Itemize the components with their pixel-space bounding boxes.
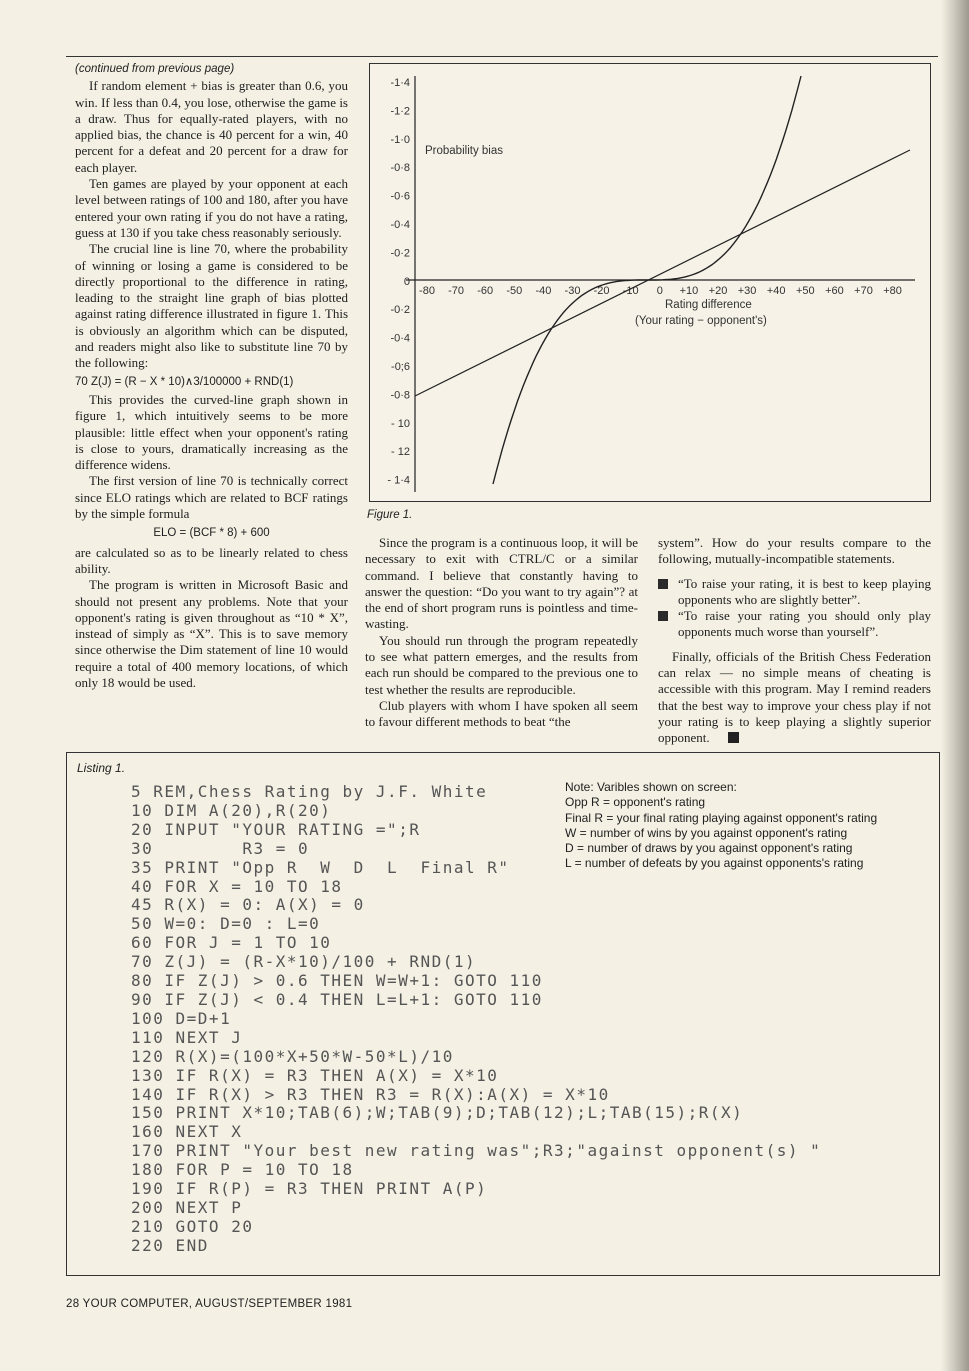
code-line: 50 W=0: D=0 : L=0 (131, 914, 321, 934)
code-line: 160 NEXT X (131, 1122, 243, 1142)
y-tick-label: -0·8 (390, 162, 410, 175)
square-bullet-icon (658, 611, 668, 621)
left-column (75, 61, 348, 691)
code-line: 60 FOR J = 1 TO 10 (131, 933, 332, 953)
note-line: D = number of draws by you against opponent's rating (565, 841, 853, 856)
bias-label: Probability bias (425, 145, 503, 157)
code-line: 210 GOTO 20 (131, 1216, 254, 1236)
code-line: 80 IF Z(J) > 0.6 THEN W=W+1: GOTO 110 (131, 971, 543, 991)
y-tick-label: - 12 (391, 446, 410, 459)
x-tick-label: +40 (766, 285, 786, 297)
code-line: 110 NEXT J (131, 1027, 243, 1047)
figure-caption: Figure 1. (367, 509, 413, 521)
continued-note: (continued from previous page) (75, 63, 235, 75)
x-tick-label: -50 (506, 285, 523, 297)
code-line: 30 R3 = 0 (131, 838, 310, 858)
x-tick-label: -20 (593, 285, 610, 297)
formula-line: 70 Z(J) = (R − X * 10)∧3/100000 + RND(1) (75, 375, 294, 388)
axis-subtitle: (Your rating − opponent's) (635, 315, 767, 327)
y-tick-label: - 10 (391, 417, 410, 430)
bullet-item: “To raise your rating you should only play opponents much worse than yourself”. (658, 608, 931, 641)
x-tick-label: +20 (708, 285, 728, 297)
code-line: 130 IF R(X) = R3 THEN A(X) = X*10 (131, 1065, 499, 1085)
paragraph: The first version of line 70 is technically correct since ELO ratings which are related to BCF ratings by the simple formula (75, 473, 348, 522)
code-line: 5 REM,Chess Rating by J.F. White (131, 782, 488, 801)
paragraph: This provides the curved-line graph shown in figure 1, which intuitively seems to be more plausible: little effect when your opponent's rating is close to yours, dramatically increasing as the difference widens. (75, 391, 348, 473)
y-tick-label: -0·8 (390, 389, 410, 402)
y-tick-label: -0·4 (390, 219, 410, 231)
end-mark-icon (728, 732, 739, 743)
note-line: Note: Varibles shown on screen: (565, 780, 737, 794)
x-tick-label: +50 (795, 285, 815, 297)
code-line: 20 INPUT "YOUR RATING =";R (131, 819, 421, 839)
paragraph: Club players with whom I have spoken all seem to favour different methods to beat “the (365, 697, 638, 730)
paragraph: The crucial line is line 70, where the probability of winning or losing a game is considered to be directly proportional to the difference in rating, leading to the straight line graph of bias plotted against rating difference illustrated in figure 1. This is obviously an algorithm which can be disputed, and readers might also like to substitute line 70 by the following: (75, 241, 348, 371)
x-tick-label: -30 (564, 285, 581, 297)
x-tick-label: -40 (535, 285, 552, 297)
x-tick-label: +10 (679, 285, 699, 297)
square-bullet-icon (658, 579, 668, 589)
paragraph: If random element + bias is greater than 0.6, you win. If less than 0.4, you lose, otherwise the game is a draw. Thus for equally-rated players, with no applied bias, the chance is 40 percent for a win, 40 percent for a defeat and 20 percent for a draw for each player. (75, 78, 348, 175)
x-tick-label: +60 (825, 285, 844, 297)
paragraph: Ten games are played by your opponent at each level between ratings of 100 and 180, after you have entered your own rating if you do not have a rating, guess at 130 if you take chess reasonably seriously. (75, 176, 348, 240)
code-line: 170 PRINT "Your best new rating was";R3;"against opponent(s) " (131, 1141, 822, 1161)
code-line: 200 NEXT P (131, 1197, 243, 1217)
note-line: W = number of wins by you against opponent's rating (565, 825, 848, 840)
code-line: 150 PRINT X*10;TAB(6);W;TAB(9);D;TAB(12);L;TAB(15);R(X) (131, 1103, 744, 1123)
variable-notes (565, 780, 877, 872)
code-line: 100 D=D+1 (131, 1008, 232, 1028)
right-column (658, 535, 931, 747)
axis-title: Rating difference (665, 299, 752, 311)
note-line: Final R = your final rating playing against opponent's rating (565, 810, 878, 825)
probability-bias-graph (370, 64, 930, 501)
y-tick-label: - 1·4 (387, 474, 410, 487)
paragraph: system”. How do your results compare to the following, mutually-incompatible statements. (658, 535, 931, 567)
figure-1 (369, 63, 931, 502)
y-tick-label: -0·2 (390, 304, 410, 317)
y-tick-label: -1·2 (390, 105, 410, 118)
paragraph: You should run through the program repeatedly to see what pattern emerges, and the results from each run should be compared to the previous one to test whether the results are reproducible. (365, 632, 638, 697)
y-tick-label: -0·6 (390, 190, 410, 203)
paragraph: Finally, officials of the British Chess Federation can relax — no simple means of cheating is accessible with this program. May I remind readers that the best way to improve your chess play if not your rating is to keep playing a slightly superior opponent. (658, 648, 931, 746)
linear-bias-line (415, 150, 910, 396)
code-line: 40 FOR X = 10 TO 18 (131, 876, 343, 896)
header-rule (66, 56, 938, 57)
x-tick-label: +30 (737, 285, 757, 297)
code-line: 35 PRINT "Opp R W D L Final R" (131, 857, 510, 877)
x-tick-label: -80 (419, 285, 435, 297)
paragraph: are calculated so as to be linearly related to chess ability. (75, 544, 348, 576)
code-line: 190 IF R(P) = R3 THEN PRINT A(P) (131, 1179, 488, 1199)
x-tick-label: +70 (854, 285, 873, 297)
y-tick-label: -0·4 (390, 332, 410, 345)
y-tick-label: -1·4 (390, 77, 410, 89)
page-gutter-shadow (941, 0, 969, 1371)
elo-formula: ELO = (BCF * 8) + 600 (153, 527, 270, 540)
code-line: 70 Z(J) = (R-X*10)/100 + RND(1) (131, 952, 477, 972)
code-line: 220 END (131, 1235, 209, 1255)
x-tick-label: -60 (477, 285, 494, 297)
y-tick-label: -0;6 (391, 361, 410, 373)
y-tick-label: -1·0 (390, 133, 410, 146)
x-tick-label: -10 (622, 285, 639, 297)
x-tick-label: -70 (448, 285, 465, 297)
page-footer: 28 YOUR COMPUTER, AUGUST/SEPTEMBER 1981 (66, 1298, 353, 1310)
middle-column (365, 535, 638, 731)
y-tick-label: 0 (403, 275, 410, 288)
paragraph: Since the program is a continuous loop, it will be necessary to exit with CTRL/C or a similar command. I believe that constantly having to answer the question: “Do you want to try again”? at the end of short program runs is pointless and time-wasting. (365, 535, 638, 632)
listing-caption: Listing 1. (77, 761, 126, 775)
code-line: 90 IF Z(J) < 0.4 THEN L=L+1: GOTO 110 (131, 989, 543, 1009)
x-tick-label: +80 (883, 285, 902, 297)
note-line: Opp R = opponent's rating (565, 795, 706, 810)
code-line: 10 DIM A(20),R(20) (131, 800, 332, 820)
listing-box (66, 752, 940, 1276)
code-line: 140 IF R(X) > R3 THEN R3 = R(X):A(X) = X*10 (131, 1084, 610, 1104)
x-tick-label: 0 (656, 285, 663, 297)
paragraph: The program is written in Microsoft Basic and should not present any problems. Note that your opponent's rating is given throughout as “10 * X”, instead of simply as “X”. This is to save memory since otherwise the Dim statement of line 10 would require a total of 400 memory locations, of which only 18 would be used. (75, 577, 348, 690)
code-line: 180 FOR P = 10 TO 18 (131, 1160, 354, 1180)
y-tick-label: -0·2 (390, 247, 410, 260)
note-line: L = number of defeats by you against opponents's rating (565, 856, 864, 871)
code-line: 120 R(X)=(100*X+50*W-50*L)/10 (131, 1046, 454, 1066)
bullet-item: “To raise your rating, it is best to keep playing opponents who are slightly better”. (658, 576, 931, 609)
code-line: 45 R(X) = 0: A(X) = 0 (131, 895, 365, 915)
